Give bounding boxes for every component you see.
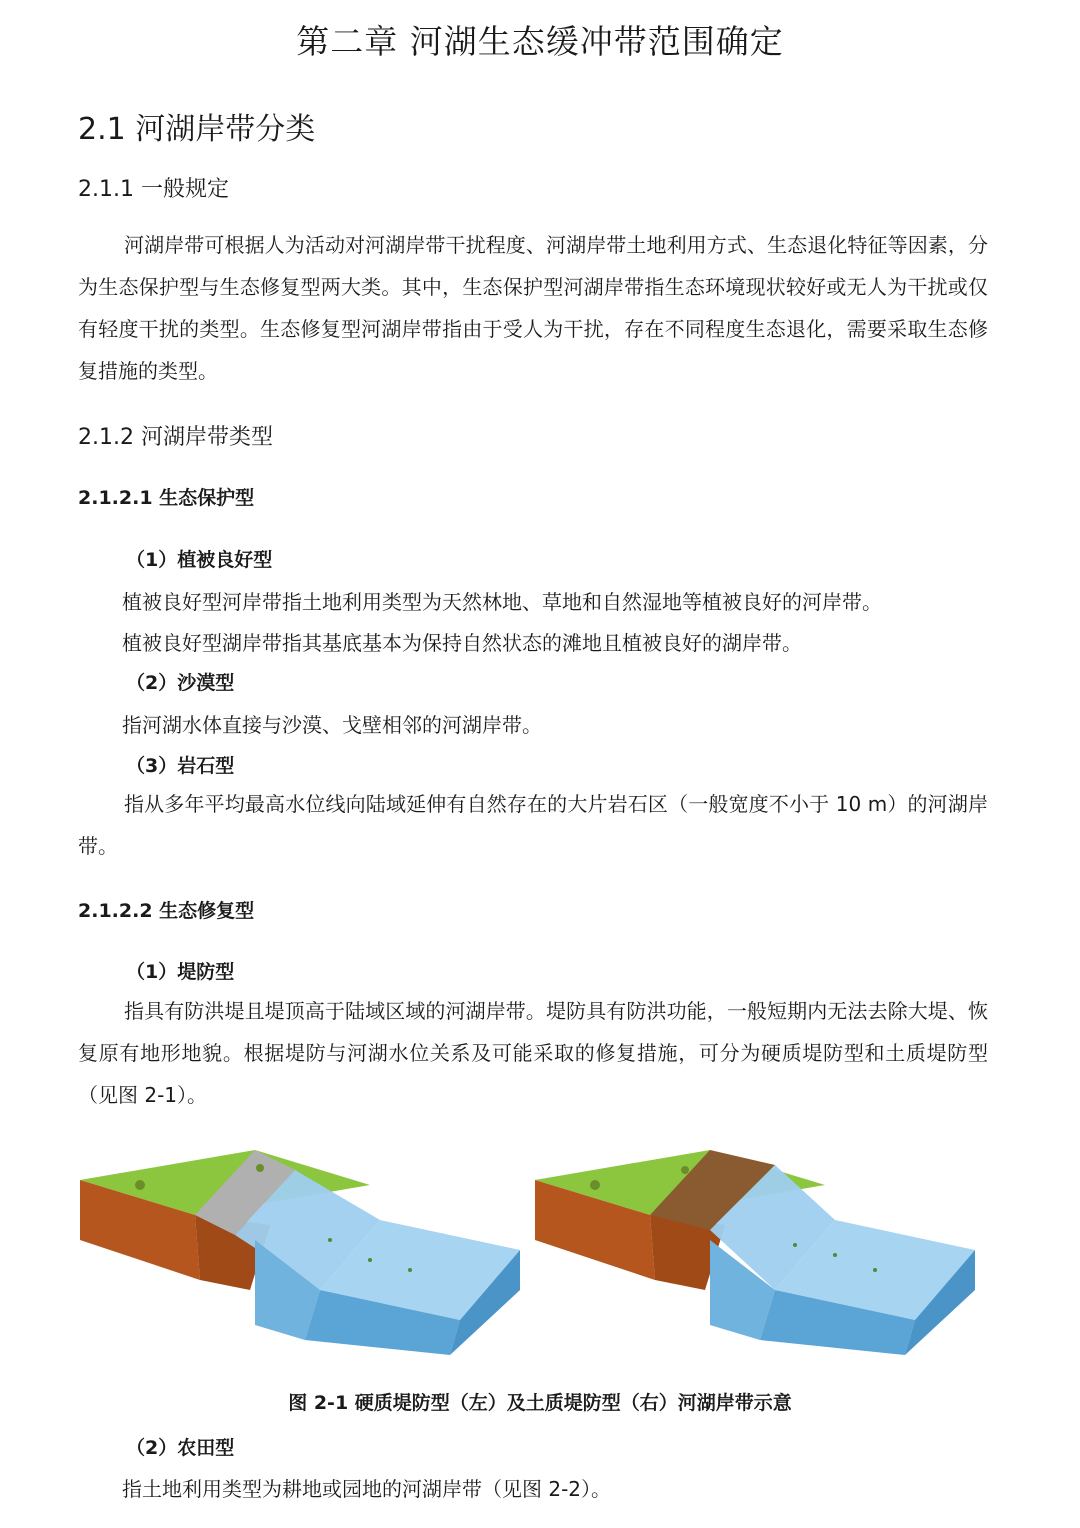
item-desert-heading: （2）沙漠型: [126, 672, 235, 694]
section-heading-2-1-2: 2.1.2 河湖岸带类型: [78, 425, 273, 450]
embankment-paragraph: 指具有防洪堤且堤顶高于陆域区域的河湖岸带。堤防具有防洪功能，一般短期内无法去除大堤、恢复原有地形地貌。根据堤防与河湖水位关系及可能采取的修复措施，可分为硬质堤防型和土质堤防型（见图 2-1）。: [78, 999, 988, 1107]
vegetation-line-1: 植被良好型河岸带指土地利用类型为天然林地、草地和自然湿地等植被良好的河岸带。: [122, 590, 882, 614]
farmland-line: 指土地利用类型为耕地或园地的河湖岸带（见图 2-2）。: [122, 1477, 612, 1501]
hard-embankment-illustration: [80, 1130, 525, 1360]
item-farmland-heading: （2）农田型: [126, 1437, 235, 1459]
section-heading-2-1-2-2: 2.1.2.2 生态修复型: [78, 900, 255, 922]
item-rock-heading: （3）岩石型: [126, 755, 235, 777]
earth-embankment-illustration: [535, 1130, 980, 1360]
section-heading-2-1: 2.1 河湖岸带分类: [78, 112, 316, 147]
figure-2-1: [80, 1130, 980, 1360]
desert-line: 指河湖水体直接与沙漠、戈壁相邻的河湖岸带。: [122, 713, 542, 737]
chapter-title: 第二章 河湖生态缓冲带范围确定: [296, 22, 784, 61]
vegetation-line-2: 植被良好型湖岸带指其基底基本为保持自然状态的滩地且植被良好的湖岸带。: [122, 631, 802, 655]
section-heading-2-1-1: 2.1.1 一般规定: [78, 177, 229, 202]
item-vegetation-heading: （1）植被良好型: [126, 549, 273, 571]
rock-paragraph: 指从多年平均最高水位线向陆域延伸有自然存在的大片岩石区（一般宽度不小于 10 m）的河湖岸带。: [78, 792, 988, 858]
item-embankment-heading: （1）堤防型: [126, 961, 235, 983]
section-heading-2-1-2-1: 2.1.2.1 生态保护型: [78, 487, 255, 509]
figure-caption: 图 2-1 硬质堤防型（左）及土质堤防型（右）河湖岸带示意: [288, 1392, 792, 1414]
paragraph-general: 河湖岸带可根据人为活动对河湖岸带干扰程度、河湖岸带土地利用方式、生态退化特征等因素，分为生态保护型与生态修复型两大类。其中，生态保护型河湖岸带指生态环境现状较好或无人为干扰或仅有轻度干扰的类型。生态修复型河湖岸带指由于受人为干扰，存在不同程度生态退化，需要采取生态修复措施的类型。: [78, 233, 988, 383]
